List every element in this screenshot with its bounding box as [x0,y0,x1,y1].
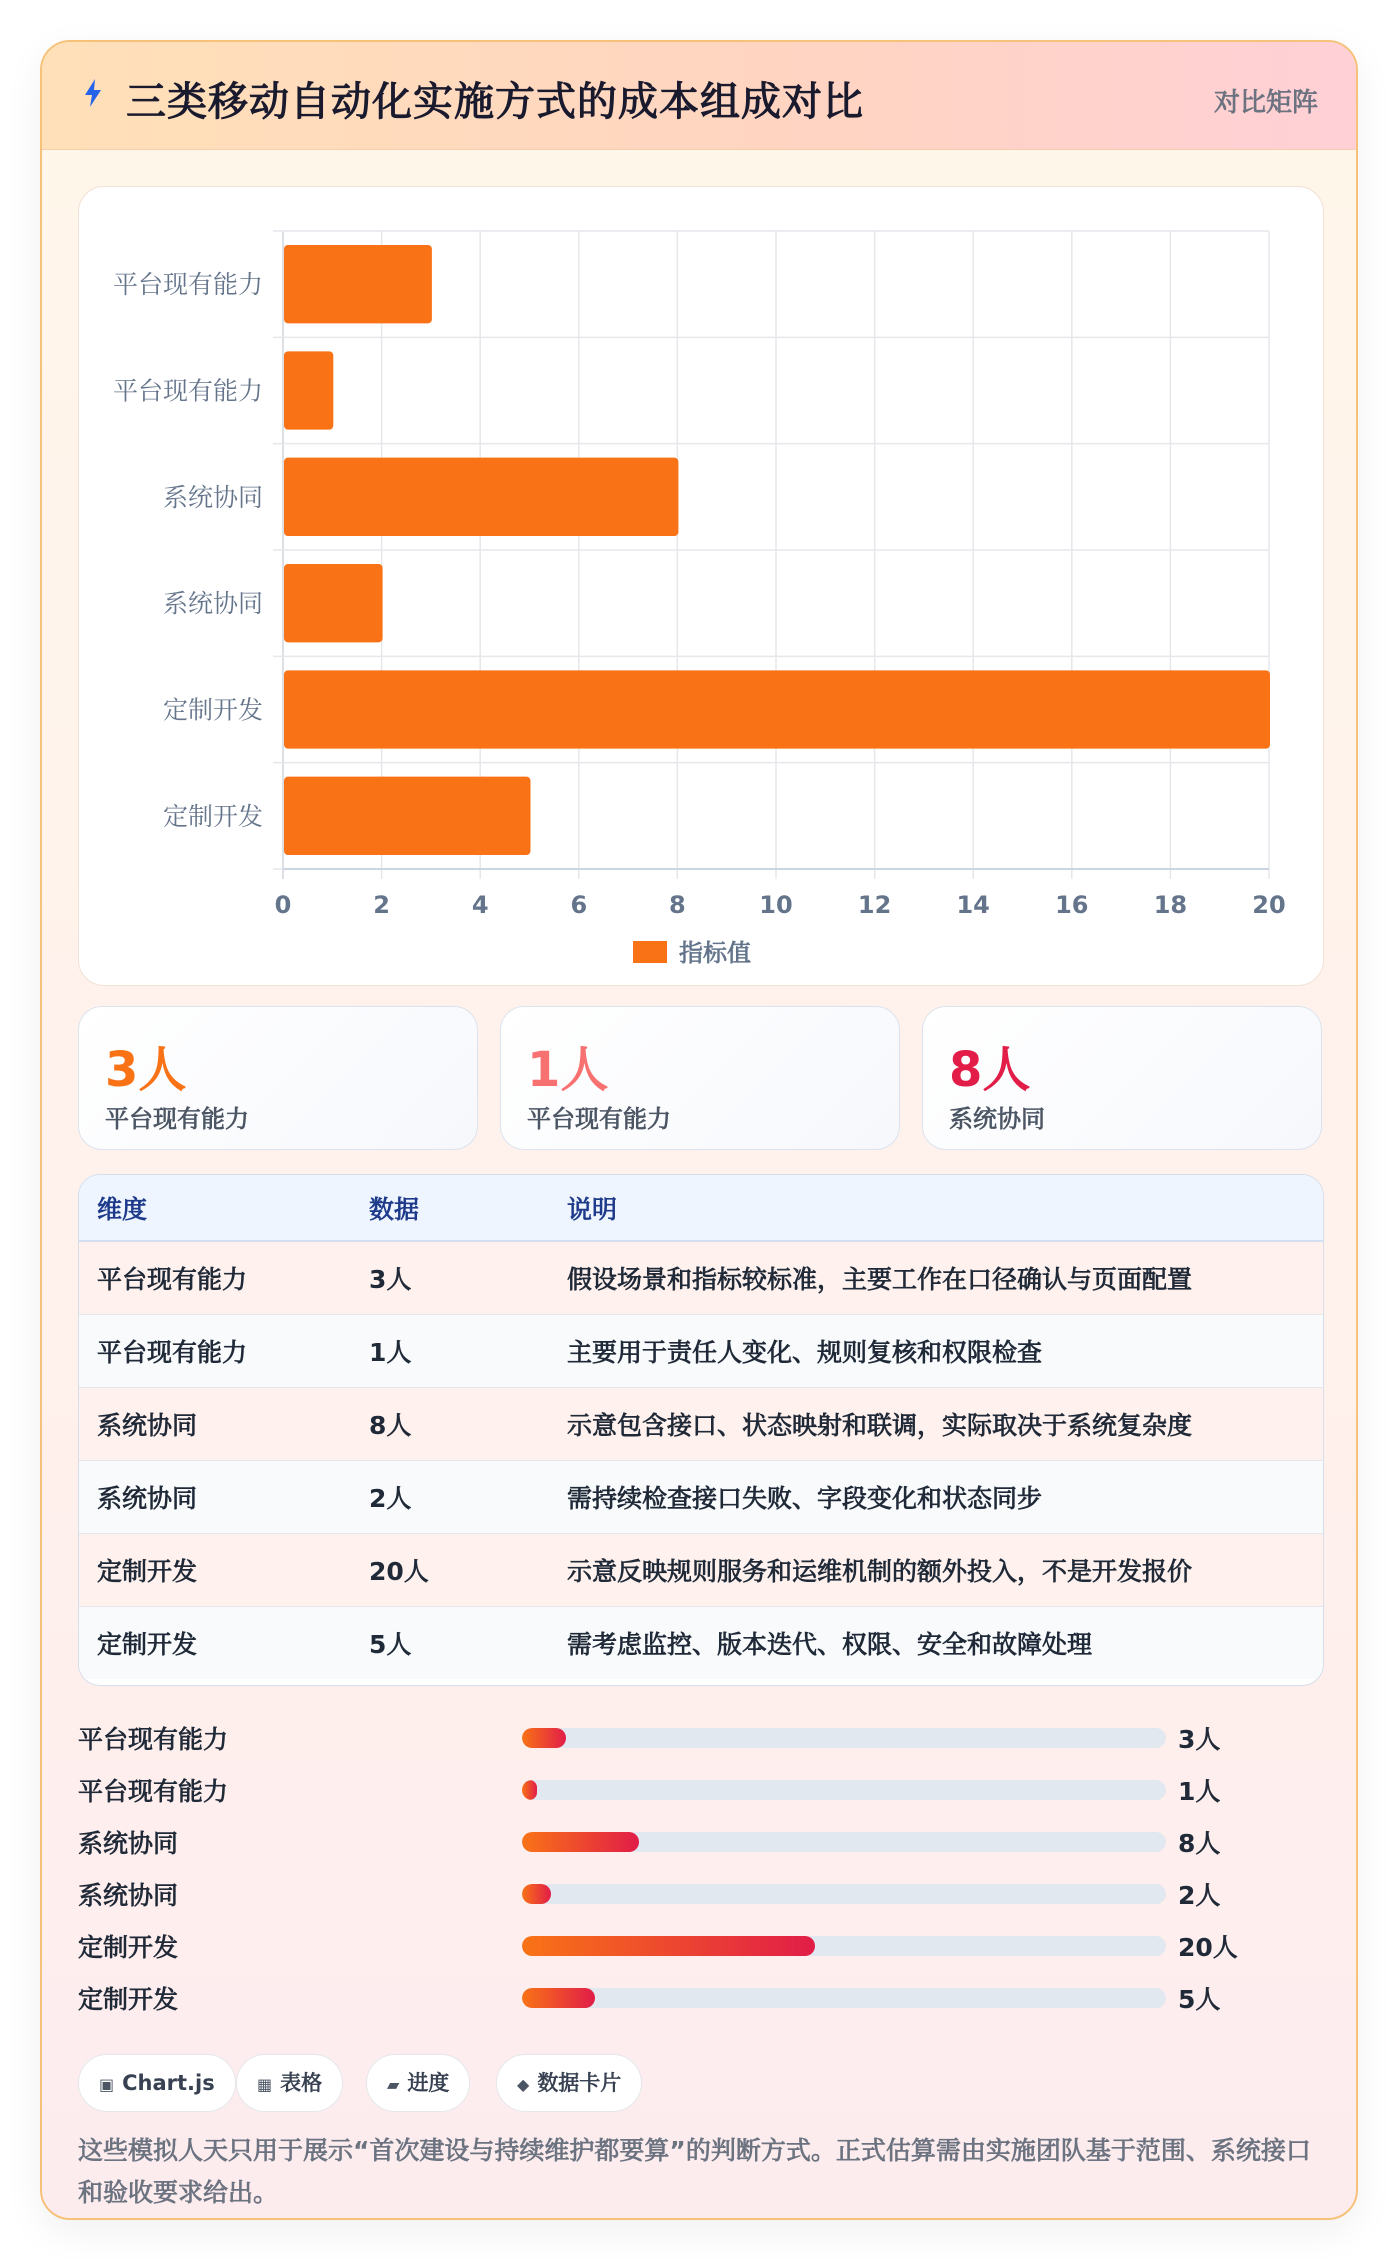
matrix-tag: 对比矩阵 [1213,88,1318,118]
progress-label: 平台现有能力 [78,1725,229,1754]
progress-fill [522,1780,537,1800]
x-tick-label: 8 [669,891,686,919]
chip-label: Chart.js [122,2071,215,2095]
progress-label: 定制开发 [78,1933,179,1962]
chip-label: 进度 [407,2071,450,2095]
lightning-icon [82,78,104,108]
table-cell: 定制开发 [79,1533,351,1606]
bar [284,458,678,536]
table-cell: 20人 [351,1533,549,1606]
progress-fill [522,1728,566,1748]
table-row [79,1460,1323,1533]
progress-value: 2人 [1178,1881,1221,1910]
x-tick-label: 18 [1153,891,1188,919]
table-cell: 系统协同 [79,1387,351,1460]
progress-track [522,1936,1166,1956]
progress-row [78,1712,1324,1764]
x-tick-label: 20 [1252,891,1286,919]
bar [284,670,1270,748]
progress-track [522,1988,1166,2008]
progress-row [78,1972,1324,2024]
table-cell: 1人 [351,1314,549,1387]
x-tick-label: 10 [759,891,793,919]
table-cell: 平台现有能力 [79,1314,351,1387]
progress-track [522,1728,1166,1748]
progress-label: 定制开发 [78,1985,179,2014]
table-cell: 平台现有能力 [79,1241,351,1314]
x-tick-label: 2 [373,891,390,919]
page-title: 三类移动自动化实施方式的成本组成对比 [126,79,864,125]
progress-track [522,1884,1166,1904]
kpi-label: 系统协同 [949,1105,1045,1133]
x-tick-label: 0 [274,891,292,919]
column-header-dimension: 维度 [79,1175,351,1241]
table-cell: 系统协同 [79,1460,351,1533]
legend-swatch [633,941,667,963]
progress-fill [522,1988,595,2008]
diamond-icon: ◆ [517,2075,530,2094]
chip-progress[interactable] [366,2054,470,2112]
x-tick-label: 12 [857,891,892,919]
progress-value: 20人 [1178,1933,1238,1962]
kpi-value: 8人 [949,1042,1031,1098]
chart-icon: ▣ [99,2075,115,2094]
table-cell: 5人 [351,1606,549,1679]
bar-chart [78,186,1324,986]
table-row [79,1606,1323,1679]
bar [284,245,432,323]
progress-label: 平台现有能力 [78,1777,229,1806]
y-tick-label: 平台现有能力 [112,376,263,406]
chip-chartjs[interactable] [78,2054,236,2112]
table-row [79,1314,1323,1387]
table-cell: 2人 [351,1460,549,1533]
legend-label: 指标值 [679,939,751,967]
progress-label: 系统协同 [78,1881,179,1910]
kpi-cards [78,1006,1324,1150]
y-tick-label: 平台现有能力 [112,270,263,300]
y-tick-label: 系统协同 [162,482,263,512]
progress-row [78,1764,1324,1816]
chip-data-card[interactable] [496,2054,642,2112]
table-cell: 8人 [351,1387,549,1460]
x-tick-label: 16 [1055,891,1089,919]
progress-fill [522,1884,551,1904]
card-header [42,42,1356,150]
progress-label: 系统协同 [78,1829,179,1858]
table-cell: 假设场景和指标较标准，主要工作在口径确认与页面配置 [549,1241,1323,1314]
x-tick-label: 6 [570,891,588,919]
kpi-label: 平台现有能力 [527,1105,671,1133]
progress-value: 1人 [1178,1777,1221,1806]
table-icon: ▦ [257,2075,273,2094]
kpi-value: 3人 [105,1042,187,1098]
table-cell: 3人 [351,1241,549,1314]
table-cell: 需考虑监控、版本迭代、权限、安全和故障处理 [549,1606,1323,1679]
table-row [79,1387,1323,1460]
kpi-card [78,1006,478,1150]
kpi-card [500,1006,900,1150]
x-tick-label: 14 [956,891,990,919]
chip-table[interactable] [236,2054,343,2112]
progress-fill [522,1832,639,1852]
progress-list [78,1712,1324,2032]
bar [284,351,333,429]
progress-fill [522,1936,815,1956]
y-tick-label: 系统协同 [162,589,263,619]
progress-row [78,1920,1324,1972]
bar-chart-canvas [79,187,1325,987]
table-row [79,1533,1323,1606]
report-card [40,40,1358,2220]
kpi-label: 平台现有能力 [105,1105,249,1133]
data-table [78,1174,1324,1686]
table-cell: 需持续检查接口失败、字段变化和状态同步 [549,1460,1323,1533]
bar [284,777,531,855]
progress-value: 8人 [1178,1829,1221,1858]
table-cell: 示意包含接口、状态映射和联调，实际取决于系统复杂度 [549,1387,1323,1460]
kpi-card [922,1006,1322,1150]
progress-row [78,1868,1324,1920]
table-row [79,1241,1323,1314]
kpi-value: 1人 [527,1042,609,1098]
progress-track [522,1780,1166,1800]
column-header-data: 数据 [351,1175,549,1241]
y-tick-label: 定制开发 [162,801,263,831]
table-cell: 定制开发 [79,1606,351,1679]
table-cell: 主要用于责任人变化、规则复核和权限检查 [549,1314,1323,1387]
chip-label: 数据卡片 [537,2071,622,2095]
progress-row [78,1816,1324,1868]
y-tick-label: 定制开发 [162,695,263,725]
x-tick-label: 4 [471,891,489,919]
footnote: 这些模拟人天只用于展示“首次建设与持续维护都要算”的判断方式。正式估算需由实施团队基于范围、系统接口和验收要求给出。 [78,2136,1311,2207]
progress-track [522,1832,1166,1852]
table-header-row [79,1175,1323,1241]
progress-value: 5人 [1178,1985,1221,2014]
progress-value: 3人 [1178,1725,1221,1754]
column-header-description: 说明 [549,1175,1323,1241]
progress-icon: ▰ [387,2075,400,2094]
chip-label: 表格 [280,2071,323,2095]
table-cell: 示意反映规则服务和运维机制的额外投入，不是开发报价 [549,1533,1323,1606]
bar [284,564,383,642]
